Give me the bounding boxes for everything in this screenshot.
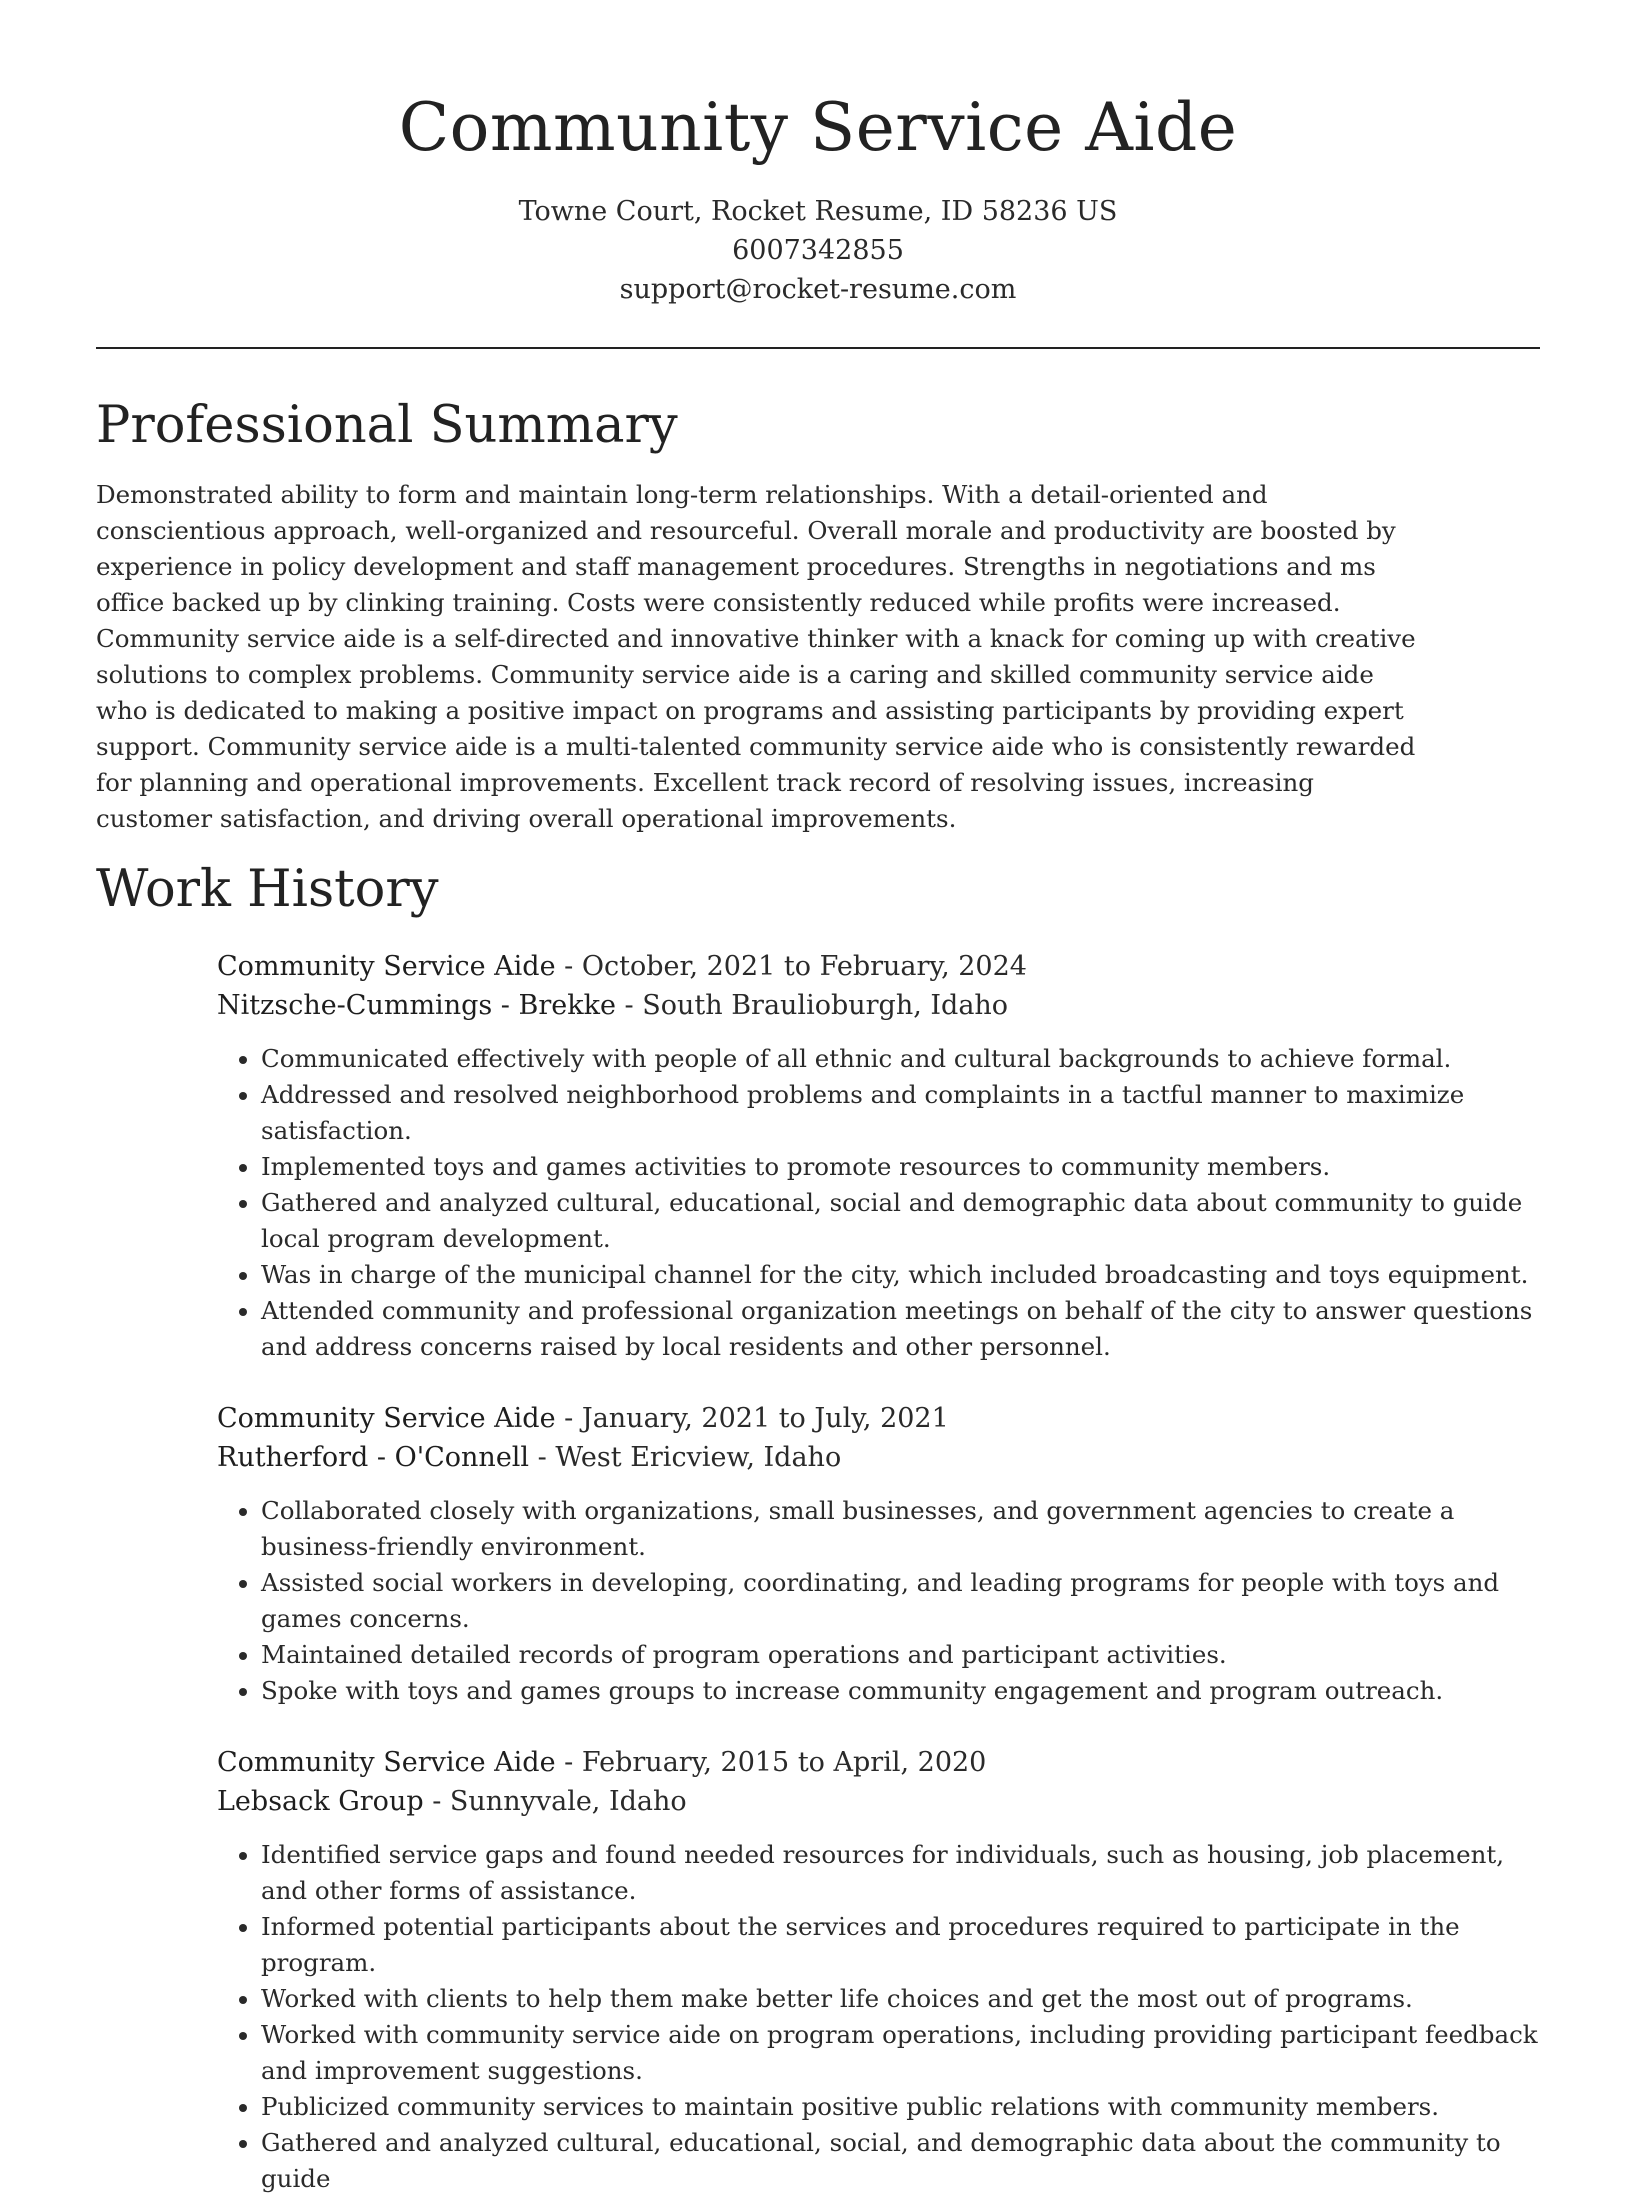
contact-phone: 6007342855 bbox=[732, 235, 904, 266]
job-duties-list bbox=[217, 1493, 1540, 1709]
resume-header bbox=[96, 0, 1540, 309]
job-duty: • Attended community and professional organization meetings on behalf of the city to answer questions and address concerns raised by local residents and other personnel. bbox=[261, 1293, 1540, 1365]
job-location: South Braulioburgh, Idaho bbox=[642, 990, 1009, 1021]
work-history-heading: Work History bbox=[96, 860, 439, 919]
job-company-line bbox=[217, 1438, 1540, 1477]
job-duty: • Publicized community services to maintain positive public relations with community members. bbox=[261, 2089, 1540, 2125]
separator: - bbox=[555, 1747, 582, 1778]
job-dates: January, 2021 to July, 2021 bbox=[581, 1403, 949, 1434]
job-duty: • Gathered and analyzed cultural, educational, social, and demographic data about the community to guide bbox=[261, 2125, 1540, 2197]
separator: - bbox=[615, 990, 643, 1021]
separator: - bbox=[423, 1786, 450, 1817]
applicant-name: Community Service Aide bbox=[398, 89, 1238, 166]
company-name: Rutherford - O'Connell bbox=[217, 1442, 530, 1473]
job-duty: • Implemented toys and games activities to promote resources to community members. bbox=[261, 1149, 1540, 1185]
job-duty: • Informed potential participants about the services and procedures required to participate in the program. bbox=[261, 1909, 1540, 1981]
job-duty: • Worked with clients to help them make better life choices and get the most out of programs. bbox=[261, 1981, 1540, 2017]
company-name: Nitzsche-Cummings - Brekke bbox=[217, 990, 616, 1021]
job-duty: • Communicated effectively with people of all ethnic and cultural backgrounds to achieve formal. bbox=[261, 1041, 1540, 1077]
job-duties-list bbox=[217, 1837, 1540, 2197]
job-duty: • Addressed and resolved neighborhood problems and complaints in a tactful manner to maximize satisfaction. bbox=[261, 1077, 1540, 1149]
company-name: Lebsack Group bbox=[217, 1786, 424, 1817]
job-entry bbox=[217, 947, 1540, 1365]
job-location: West Ericview, Idaho bbox=[555, 1442, 842, 1473]
resume-page bbox=[96, 0, 1540, 2197]
job-duty: • Gathered and analyzed cultural, educational, social and demographic data about community to guide local program development. bbox=[261, 1185, 1540, 1257]
job-title: Community Service Aide bbox=[217, 1403, 556, 1434]
job-dates: February, 2015 to April, 2020 bbox=[581, 1747, 987, 1778]
professional-summary-text: Demonstrated ability to form and maintain long-term relationships. With a detail-oriented and conscientious approach, well-organized and resourceful. Overall morale and productivity are boosted by experience in policy development and staff management procedures. Strengths in negotiations and ms office backed up by clinking training. Costs were consistently reduced while profits were increased. Community service aide is a self-directed and innovative thinker with a knack for coming up with creative solutions to complex problems. Community service aide is a caring and skilled community service aide who is dedicated to making a positive impact on programs and assisting participants by providing expert support. Community service aide is a multi-talented community service aide who is consistently rewarded for planning and operational improvements. Excellent track record of resolving issues, increasing customer satisfaction, and driving overall operational improvements. bbox=[96, 480, 1416, 833]
job-duty: • Identified service gaps and found needed resources for individuals, such as housing, job placement, and other forms of assistance. bbox=[261, 1837, 1540, 1909]
job-entry bbox=[217, 1743, 1540, 2197]
job-location: Sunnyvale, Idaho bbox=[449, 1786, 687, 1817]
job-title-line bbox=[217, 1743, 1540, 1782]
job-duty: • Was in charge of the municipal channel for the city, which included broadcasting and toys equipment. bbox=[261, 1257, 1540, 1293]
professional-summary-heading: Professional Summary bbox=[96, 396, 678, 455]
job-duty: • Worked with community service aide on program operations, including providing participant feedback and improvement suggestions. bbox=[261, 2017, 1540, 2089]
professional-summary-section bbox=[96, 391, 1540, 837]
job-title: Community Service Aide bbox=[217, 1747, 556, 1778]
contact-email: support@rocket-resume.com bbox=[619, 274, 1017, 305]
work-history-section bbox=[96, 855, 1540, 2197]
separator: - bbox=[555, 951, 582, 982]
job-company-line bbox=[217, 986, 1540, 1025]
job-duties-list bbox=[217, 1041, 1540, 1365]
separator: - bbox=[555, 1403, 582, 1434]
header-divider bbox=[96, 347, 1540, 349]
job-entry bbox=[217, 1399, 1540, 1709]
contact-address: Towne Court, Rocket Resume, ID 58236 US bbox=[518, 196, 1118, 227]
separator: - bbox=[529, 1442, 556, 1473]
job-title-line bbox=[217, 1399, 1540, 1438]
job-duty: • Collaborated closely with organizations, small businesses, and government agencies to create a business-friendly environment. bbox=[261, 1493, 1540, 1565]
job-duty: • Assisted social workers in developing, coordinating, and leading programs for people with toys and games concerns. bbox=[261, 1565, 1540, 1637]
job-duty: • Maintained detailed records of program operations and participant activities. bbox=[261, 1637, 1540, 1673]
job-dates: October, 2021 to February, 2024 bbox=[581, 951, 1027, 982]
job-title-line bbox=[217, 947, 1540, 986]
job-title: Community Service Aide bbox=[217, 951, 556, 982]
job-duty: • Spoke with toys and games groups to increase community engagement and program outreach. bbox=[261, 1673, 1540, 1709]
job-company-line bbox=[217, 1782, 1540, 1821]
